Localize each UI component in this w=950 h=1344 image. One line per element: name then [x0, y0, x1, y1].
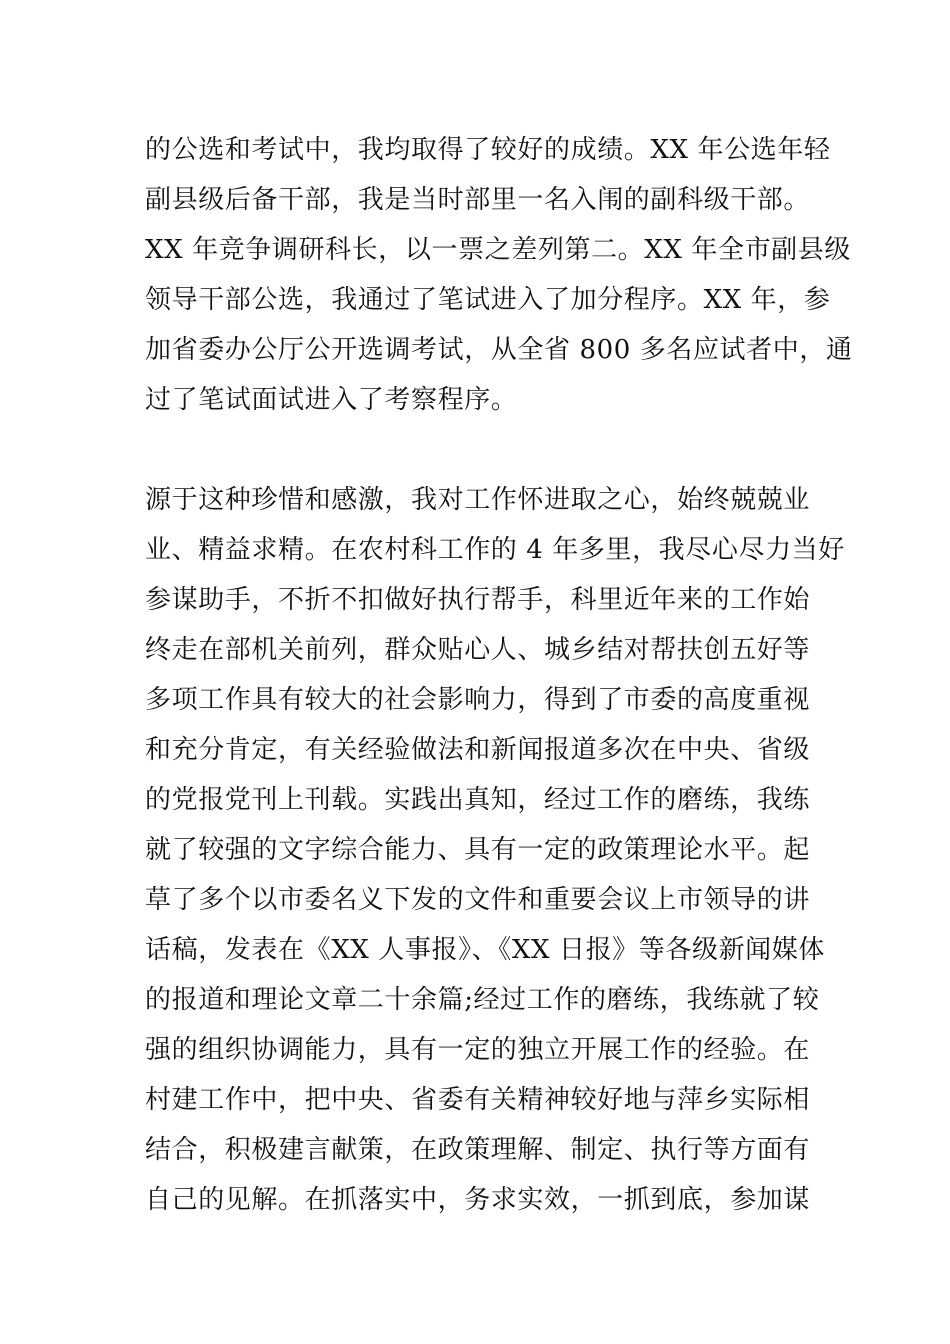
text-line: 的公选和考试中，我均取得了较好的成绩。XX 年公选年轻	[145, 135, 831, 165]
text-line: 参谋助手，不折不扣做好执行帮手，科里近年来的工作始	[145, 585, 811, 615]
text-line: 的党报党刊上刊载。实践出真知，经过工作的磨练，我练	[145, 785, 811, 815]
text-line: 源于这种珍惜和感激，我对工作怀进取之心，始终兢兢业	[145, 485, 811, 515]
text-line: 加省委办公厅公开选调考试，从全省 800 多名应试者中，通	[145, 335, 853, 365]
text-line: 话稿，发表在《XX 人事报》、《XX 日报》等各级新闻媒体	[145, 935, 825, 965]
text-line: 业、精益求精。在农村科工作的 4 年多里，我尽心尽力当好	[145, 535, 845, 565]
text-line: 草了多个以市委名义下发的文件和重要会议上市领导的讲	[145, 885, 811, 915]
text-line: XX 年竞争调研科长，以一票之差列第二。XX 年全市副县级	[145, 235, 851, 265]
text-line: 自己的见解。在抓落实中，务求实效，一抓到底，参加谋	[145, 1185, 811, 1215]
text-line: 多项工作具有较大的社会影响力，得到了市委的高度重视	[145, 685, 811, 715]
text-line: 结合，积极建言献策，在政策理解、制定、执行等方面有	[145, 1135, 811, 1165]
text-line: 副县级后备干部，我是当时部里一名入闱的副科级干部。	[145, 185, 811, 215]
text-line: 和充分肯定，有关经验做法和新闻报道多次在中央、省级	[145, 735, 811, 765]
text-line: 强的组织协调能力，具有一定的独立开展工作的经验。在	[145, 1035, 811, 1065]
text-line: 村建工作中，把中央、省委有关精神较好地与萍乡实际相	[145, 1085, 811, 1115]
text-line: 就了较强的文字综合能力、具有一定的政策理论水平。起	[145, 835, 811, 865]
text-line: 领导干部公选，我通过了笔试进入了加分程序。XX 年，参	[145, 285, 831, 315]
text-line: 过了笔试面试进入了考察程序。	[145, 385, 518, 415]
text-line: 终走在部机关前列，群众贴心人、城乡结对帮扶创五好等	[145, 635, 811, 665]
text-line: 的报道和理论文章二十余篇;经过工作的磨练，我练就了较	[145, 985, 820, 1015]
